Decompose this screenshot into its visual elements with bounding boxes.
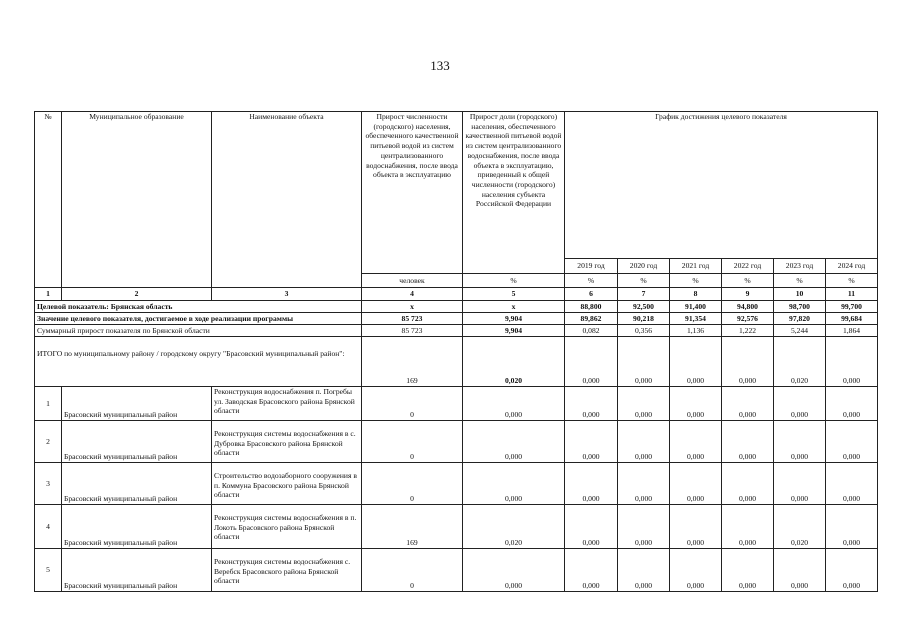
indicator-value: 90,218 xyxy=(618,313,670,325)
object-number: 3 xyxy=(35,463,62,505)
object-number: 1 xyxy=(35,387,62,421)
object-row xyxy=(35,421,878,463)
total-label: ИТОГО по муниципальному району / городскому округу "Брасовский муниципальный район": xyxy=(35,337,362,387)
total-value: 0,000 xyxy=(826,337,878,387)
unit-cell: % xyxy=(722,274,774,288)
object-value: 0,000 xyxy=(826,505,878,549)
indicator-value: 91,354 xyxy=(670,313,722,325)
column-number: 6 xyxy=(565,288,618,301)
object-value: 0,000 xyxy=(774,463,826,505)
indicator-value: 89,862 xyxy=(565,313,618,325)
indicator-label: Значение целевого показателя, достигаемое в ходе реализации программы xyxy=(35,313,362,325)
column-number: 1 xyxy=(35,288,62,301)
year-cell: 2019 год xyxy=(565,259,618,274)
unit-percent: % xyxy=(463,274,565,288)
indicator-row-achieved xyxy=(35,313,878,325)
object-name: Реконструкция системы водоснабжения с. Веребск Брасовского района Брянской области xyxy=(212,549,362,592)
unit-people: человек xyxy=(362,274,463,288)
object-value: 0,000 xyxy=(618,387,670,421)
object-value: 0,000 xyxy=(670,421,722,463)
header-row xyxy=(35,112,878,259)
object-row xyxy=(35,549,878,592)
object-number: 5 xyxy=(35,549,62,592)
object-value: 0,000 xyxy=(774,549,826,592)
object-value: 0,020 xyxy=(774,505,826,549)
indicator-value: 0,356 xyxy=(618,325,670,337)
object-value: 0,000 xyxy=(670,387,722,421)
total-people: 169 xyxy=(362,337,463,387)
target-indicator-table xyxy=(34,111,878,592)
unit-cell: % xyxy=(618,274,670,288)
object-name: Строительство водозаборного сооружения в п. Коммуна Брасовского района Брянской области xyxy=(212,463,362,505)
total-row xyxy=(35,337,878,387)
object-value: 0,000 xyxy=(826,549,878,592)
indicator-share: 9,904 xyxy=(463,325,565,337)
unit-cell: % xyxy=(826,274,878,288)
object-row xyxy=(35,505,878,549)
column-number: 9 xyxy=(722,288,774,301)
header-population-growth: Прирост численности (городского) населения, обеспеченного качественной питьевой водой из систем централизованного водоснабжения, после ввода объекта в эксплуатацию xyxy=(362,112,463,274)
year-cell: 2023 год xyxy=(774,259,826,274)
object-row xyxy=(35,463,878,505)
object-people: 169 xyxy=(362,505,463,549)
object-municipality: Брасовский муниципальный район xyxy=(62,549,212,592)
object-value: 0,000 xyxy=(565,387,618,421)
object-row xyxy=(35,387,878,421)
indicator-people: 85 723 xyxy=(362,313,463,325)
indicator-value: 1,864 xyxy=(826,325,878,337)
indicator-label: Суммарный прирост показателя по Брянской области xyxy=(35,325,362,337)
object-value: 0,000 xyxy=(618,549,670,592)
indicator-value: 97,820 xyxy=(774,313,826,325)
year-cell: 2020 год xyxy=(618,259,670,274)
unit-cell: % xyxy=(565,274,618,288)
object-share: 0,000 xyxy=(463,421,565,463)
object-name: Реконструкция системы водоснабжения в с. Дубровка Брасовского района Брянской области xyxy=(212,421,362,463)
object-people: 0 xyxy=(362,549,463,592)
object-name: Реконструкция водоснабжения п. Погребы ул. Заводская Брасовского района Брянской области xyxy=(212,387,362,421)
object-value: 0,000 xyxy=(774,387,826,421)
page-number: 133 xyxy=(430,58,450,73)
indicator-value: 92,500 xyxy=(618,301,670,313)
header-schedule: График достижения целевого показателя xyxy=(565,112,878,259)
indicator-value: 1,222 xyxy=(722,325,774,337)
header-no: № xyxy=(35,112,62,288)
column-number: 8 xyxy=(670,288,722,301)
year-cell: 2024 год xyxy=(826,259,878,274)
object-people: 0 xyxy=(362,421,463,463)
header-object: Наименование объекта xyxy=(212,112,362,288)
object-value: 0,000 xyxy=(826,421,878,463)
unit-cell: % xyxy=(670,274,722,288)
column-number: 5 xyxy=(463,288,565,301)
header-municipality: Муниципальное образование xyxy=(62,112,212,288)
object-share: 0,020 xyxy=(463,505,565,549)
object-value: 0,000 xyxy=(826,463,878,505)
object-municipality: Брасовский муниципальный район xyxy=(62,421,212,463)
object-value: 0,000 xyxy=(565,421,618,463)
unit-cell: % xyxy=(774,274,826,288)
column-numbers-row xyxy=(35,288,878,301)
object-name: Реконструкция системы водоснабжения в п. Локоть Брасовского района Брянской области xyxy=(212,505,362,549)
indicator-people: 85 723 xyxy=(362,325,463,337)
object-value: 0,000 xyxy=(722,463,774,505)
object-people: 0 xyxy=(362,387,463,421)
object-value: 0,000 xyxy=(618,421,670,463)
object-value: 0,000 xyxy=(618,505,670,549)
indicator-value: 94,800 xyxy=(722,301,774,313)
object-value: 0,000 xyxy=(722,421,774,463)
indicator-row-total-growth xyxy=(35,325,878,337)
object-value: 0,000 xyxy=(774,421,826,463)
object-value: 0,000 xyxy=(670,505,722,549)
indicator-value: 91,400 xyxy=(670,301,722,313)
indicator-value: 1,136 xyxy=(670,325,722,337)
column-number: 3 xyxy=(212,288,362,301)
object-number: 2 xyxy=(35,421,62,463)
header-share-growth: Прирост доли (городского) населения, обеспеченного качественной питьевой водой из систем централизованного водоснабжения, после ввода объекта в эксплуатацию, приведенный к общей численности (городского) населения субъекта Российской Федерации xyxy=(463,112,565,274)
object-municipality: Брасовский муниципальный район xyxy=(62,505,212,549)
object-municipality: Брасовский муниципальный район xyxy=(62,387,212,421)
indicator-share: 9,904 xyxy=(463,313,565,325)
year-cell: 2022 год xyxy=(722,259,774,274)
indicator-value: 0,082 xyxy=(565,325,618,337)
indicator-row-target xyxy=(35,301,878,313)
object-value: 0,000 xyxy=(565,463,618,505)
indicator-label: Целевой показатель: Брянская область xyxy=(35,301,362,313)
total-value: 0,020 xyxy=(774,337,826,387)
object-number: 4 xyxy=(35,505,62,549)
column-number: 11 xyxy=(826,288,878,301)
column-number: 4 xyxy=(362,288,463,301)
object-people: 0 xyxy=(362,463,463,505)
object-value: 0,000 xyxy=(722,387,774,421)
indicator-value: 5,244 xyxy=(774,325,826,337)
object-value: 0,000 xyxy=(722,549,774,592)
object-share: 0,000 xyxy=(463,549,565,592)
object-value: 0,000 xyxy=(618,463,670,505)
object-value: 0,000 xyxy=(670,549,722,592)
total-value: 0,000 xyxy=(670,337,722,387)
object-value: 0,000 xyxy=(722,505,774,549)
indicator-value: 99,684 xyxy=(826,313,878,325)
object-value: 0,000 xyxy=(670,463,722,505)
object-share: 0,000 xyxy=(463,463,565,505)
year-cell: 2021 год xyxy=(670,259,722,274)
indicator-value: 98,700 xyxy=(774,301,826,313)
object-municipality: Брасовский муниципальный район xyxy=(62,463,212,505)
indicator-value: 88,800 xyxy=(565,301,618,313)
indicator-value: 99,700 xyxy=(826,301,878,313)
indicator-people: x xyxy=(362,301,463,313)
total-value: 0,000 xyxy=(565,337,618,387)
total-share: 0,020 xyxy=(463,337,565,387)
column-number: 10 xyxy=(774,288,826,301)
object-value: 0,000 xyxy=(826,387,878,421)
indicator-share: x xyxy=(463,301,565,313)
object-value: 0,000 xyxy=(565,505,618,549)
column-number: 7 xyxy=(618,288,670,301)
indicator-value: 92,576 xyxy=(722,313,774,325)
object-share: 0,000 xyxy=(463,387,565,421)
column-number: 2 xyxy=(62,288,212,301)
total-value: 0,000 xyxy=(722,337,774,387)
object-value: 0,000 xyxy=(565,549,618,592)
total-value: 0,000 xyxy=(618,337,670,387)
